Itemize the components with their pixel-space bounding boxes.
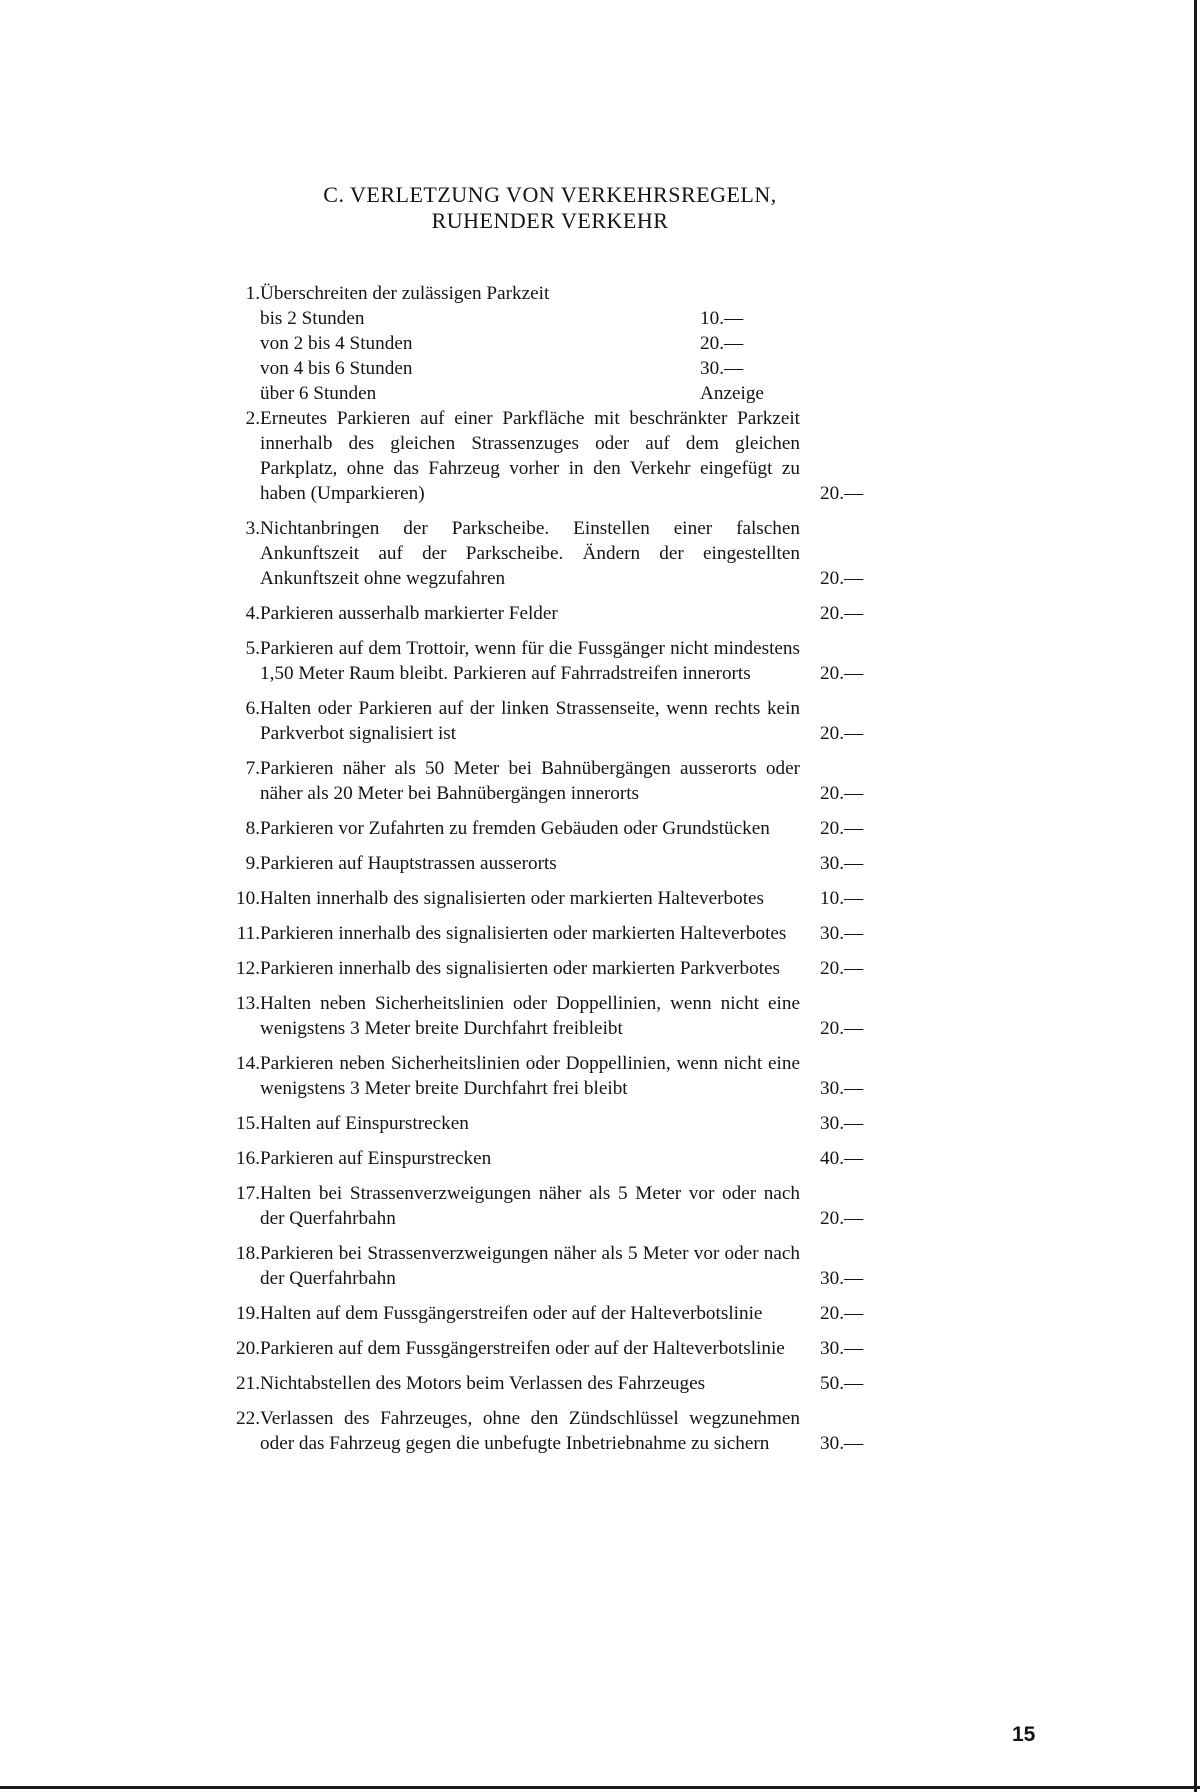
rule-fine: 20.— <box>820 783 864 804</box>
rule-number: 2. <box>245 408 260 429</box>
rule-text: Überschreiten der zulässigen Parkzeit <box>260 283 550 304</box>
rule-number: 9. <box>245 853 260 874</box>
rule-number: 13. <box>236 993 260 1014</box>
rule-number: 5. <box>245 638 260 659</box>
rule-number: 22. <box>236 1408 260 1429</box>
rule-text: Nichtabstellen des Motors beim Verlassen des Fahrzeuges <box>260 1373 706 1394</box>
rule-fine: 10.— <box>820 888 864 909</box>
rule-number: 15. <box>236 1113 260 1134</box>
rule-subitem <box>260 331 800 356</box>
rule-text: Parkieren vor Zufahrten zu fremden Gebäuden oder Grundstücken <box>260 818 770 839</box>
rule-fine: 30.— <box>820 1113 864 1134</box>
rule-text: Parkieren auf dem Trottoir, wenn für die Fussgänger nicht mindestens 1,50 Meter Raum bleibt. Parkieren auf Fahrradstreifen innerorts <box>260 638 800 684</box>
rule-text: Parkieren auf Einspurstrecken <box>260 1148 492 1169</box>
rule-subitem-fine: Anzeige <box>700 383 764 404</box>
rule-number: 7. <box>245 758 260 779</box>
rule-number: 14. <box>236 1053 260 1074</box>
rule-item <box>230 516 920 591</box>
rule-fine: 20.— <box>820 723 864 744</box>
rule-item <box>230 281 920 406</box>
rule-subitem <box>260 381 800 406</box>
rule-item <box>230 921 920 946</box>
rule-number: 17. <box>236 1183 260 1204</box>
rule-item <box>230 696 920 746</box>
rules-list <box>230 281 920 1456</box>
rule-fine: 30.— <box>820 1433 864 1454</box>
rule-fine: 20.— <box>820 818 864 839</box>
rule-text: Halten oder Parkieren auf der linken Strassenseite, wenn rechts kein Parkverbot signalisiert ist <box>260 698 800 744</box>
rule-text: Parkieren ausserhalb markierter Felder <box>260 603 558 624</box>
rule-number: 20. <box>236 1338 260 1359</box>
rule-number: 21. <box>236 1373 260 1394</box>
rule-subitem <box>260 306 800 331</box>
rule-fine: 30.— <box>820 1078 864 1099</box>
rule-item <box>230 956 920 981</box>
rule-fine: 50.— <box>820 1373 864 1394</box>
rule-fine: 20.— <box>820 1018 864 1039</box>
rule-item <box>230 1241 920 1291</box>
rule-text: Parkieren innerhalb des signalisierten oder markierten Halteverbotes <box>260 923 787 944</box>
rule-item <box>230 816 920 841</box>
rule-subitem-text: über 6 Stunden <box>260 383 377 404</box>
rule-number: 1. <box>245 283 260 304</box>
rule-subitem <box>260 356 800 381</box>
rule-text: Halten auf dem Fussgängerstreifen oder auf der Halteverbotslinie <box>260 1303 763 1324</box>
rule-number: 3. <box>245 518 260 539</box>
rule-subitem-fine: 10.— <box>700 308 744 329</box>
rule-item <box>230 851 920 876</box>
rule-text: Parkieren bei Strassenverzweigungen näher als 5 Meter vor oder nach der Querfahrbahn <box>260 1243 800 1289</box>
rule-fine: 20.— <box>820 483 864 504</box>
rule-item <box>230 1051 920 1101</box>
rule-fine: 30.— <box>820 1338 864 1359</box>
rule-item <box>230 1111 920 1136</box>
rule-text: Parkieren neben Sicherheitslinien oder Doppellinien, wenn nicht eine wenigstens 3 Meter breite Durchfahrt frei bleibt <box>260 1053 800 1099</box>
page-edge-right <box>1194 0 1197 1792</box>
rule-number: 11. <box>236 923 260 944</box>
rule-text: Nichtanbringen der Parkscheibe. Einstellen einer falschen Ankunftszeit auf der Parkscheibe. Ändern der eingestellten Ankunftszeit ohne wegzufahren <box>260 518 800 589</box>
rule-fine: 20.— <box>820 603 864 624</box>
rule-item <box>230 1336 920 1361</box>
rule-number: 16. <box>236 1148 260 1169</box>
rule-text: Erneutes Parkieren auf einer Parkfläche mit beschränkter Parkzeit innerhalb des gleichen Strassenzuges oder auf dem gleichen Parkplatz, ohne das Fahrzeug vorher in den Verkehr eingefügt zu haben (Umparkieren) <box>260 408 800 504</box>
rule-text: Parkieren auf Hauptstrassen ausserorts <box>260 853 557 874</box>
rule-text: Halten auf Einspurstrecken <box>260 1113 469 1134</box>
rule-number: 10. <box>236 888 260 909</box>
rule-subitem-text: von 2 bis 4 Stunden <box>260 333 413 354</box>
section-title-line-1: C. VERLETZUNG VON VERKEHRSREGELN, <box>323 182 777 207</box>
rule-item <box>230 1406 920 1456</box>
rule-item <box>230 601 920 626</box>
rule-text: Halten bei Strassenverzweigungen näher als 5 Meter vor oder nach der Querfahrbahn <box>260 1183 800 1229</box>
rule-fine: 20.— <box>820 1208 864 1229</box>
rule-item <box>230 1371 920 1396</box>
rule-number: 18. <box>236 1243 260 1264</box>
rule-fine: 20.— <box>820 958 864 979</box>
rule-item <box>230 406 920 506</box>
rule-text: Parkieren innerhalb des signalisierten oder markierten Parkverbotes <box>260 958 781 979</box>
rule-item <box>230 1301 920 1326</box>
rule-fine: 40.— <box>820 1148 864 1169</box>
rule-fine: 20.— <box>820 663 864 684</box>
section-title-line-2: RUHENDER VERKEHR <box>431 208 669 233</box>
rule-item <box>230 636 920 686</box>
rule-fine: 30.— <box>820 1268 864 1289</box>
rule-fine: 20.— <box>820 568 864 589</box>
rule-fine: 20.— <box>820 1303 864 1324</box>
rule-item <box>230 1146 920 1171</box>
rule-text: Halten neben Sicherheitslinien oder Doppellinien, wenn nicht eine wenigstens 3 Meter breite Durchfahrt freibleibt <box>260 993 800 1039</box>
rule-subitem-text: bis 2 Stunden <box>260 308 365 329</box>
rule-number: 6. <box>245 698 260 719</box>
rule-item <box>230 991 920 1041</box>
rule-item <box>230 886 920 911</box>
rule-subitem-fine: 30.— <box>700 358 744 379</box>
rule-subitem-text: von 4 bis 6 Stunden <box>260 358 413 379</box>
page-number: 15 <box>1012 1723 1036 1746</box>
rule-number: 4. <box>245 603 260 624</box>
page-edge-bottom <box>0 1786 1200 1789</box>
rule-number: 8. <box>245 818 260 839</box>
rule-text: Verlassen des Fahrzeuges, ohne den Zündschlüssel wegzunehmen oder das Fahrzeug gegen die unbefugte Inbetriebnahme zu sichern <box>260 1408 800 1454</box>
rule-fine: 30.— <box>820 853 864 874</box>
section-title <box>200 182 900 234</box>
rule-number: 12. <box>236 958 260 979</box>
rule-text: Parkieren auf dem Fussgängerstreifen oder auf der Halteverbotslinie <box>260 1338 785 1359</box>
rule-item <box>230 756 920 806</box>
rule-number: 19. <box>236 1303 260 1324</box>
rule-text: Halten innerhalb des signalisierten oder markierten Halteverbotes <box>260 888 765 909</box>
rule-fine: 30.— <box>820 923 864 944</box>
rule-text: Parkieren näher als 50 Meter bei Bahnübergängen ausserorts oder näher als 20 Meter bei Bahnübergängen innerorts <box>260 758 800 804</box>
rule-item <box>230 1181 920 1231</box>
rule-subitem-fine: 20.— <box>700 333 744 354</box>
